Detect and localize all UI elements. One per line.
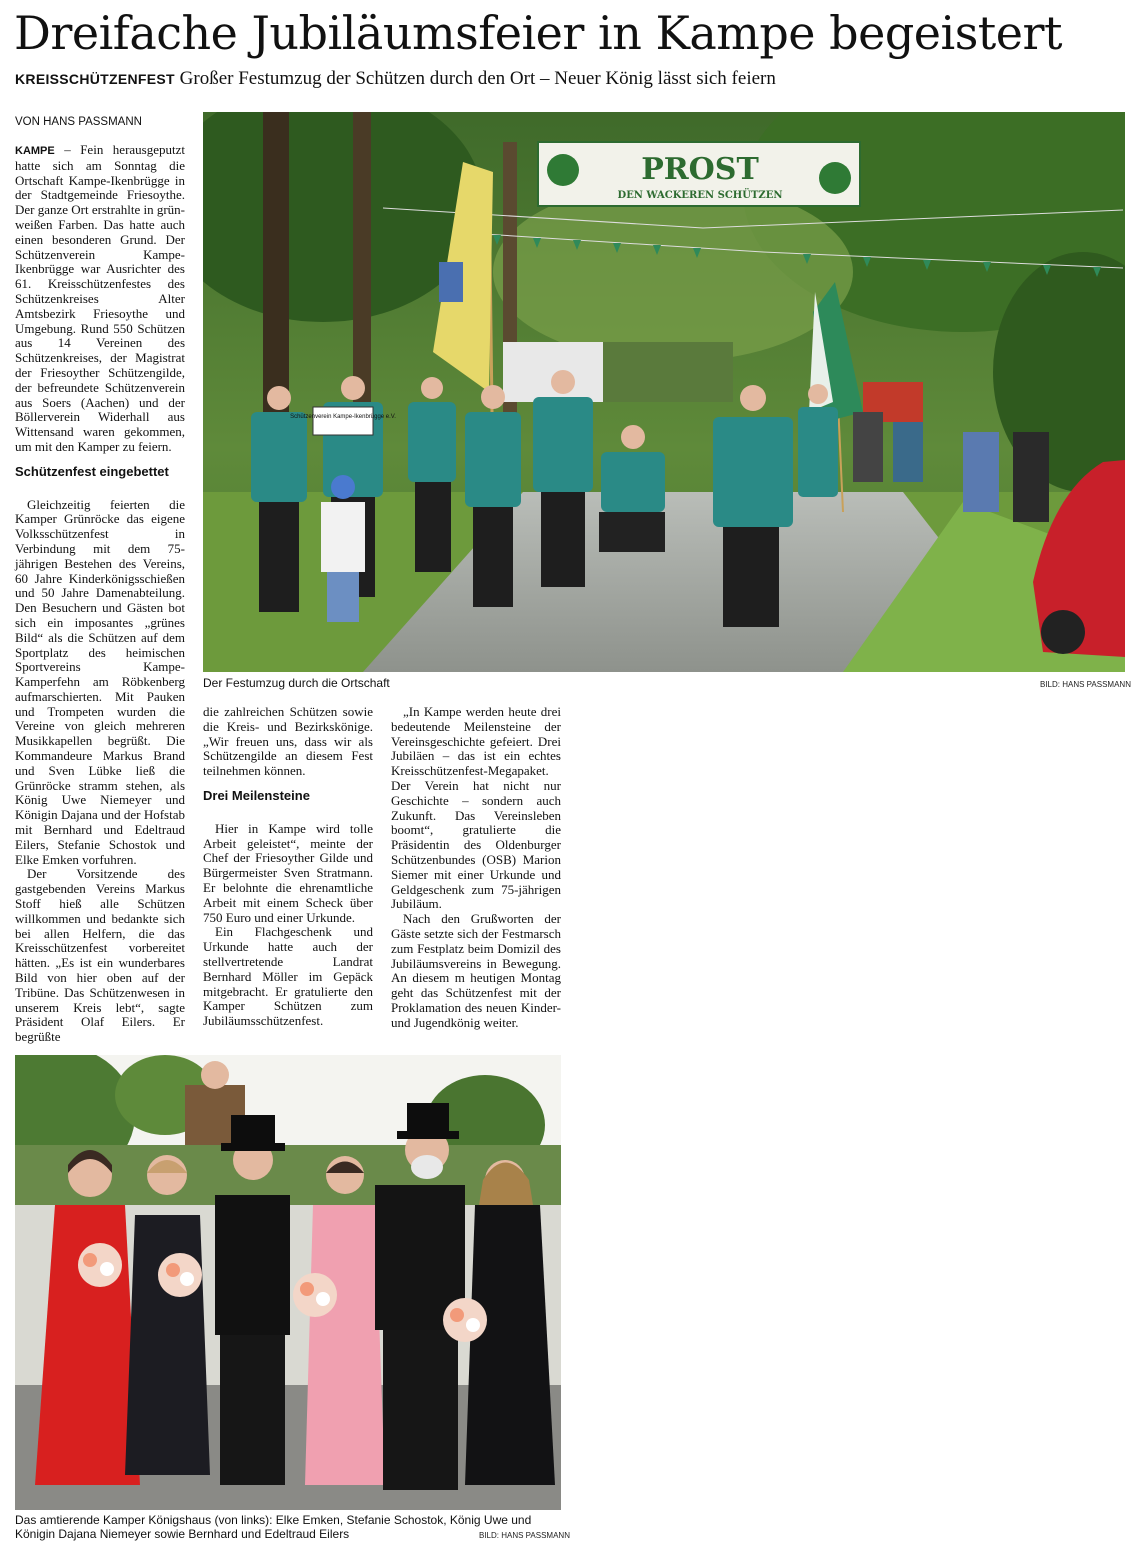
photo2-caption: Das amtierende Kamper Königshaus (von links): Elke Emken, Stefanie Schostok, König Uwe und Königin Dajana Niemeyer sowie Bernhard und Edeltraud Eilers [15, 1513, 532, 1541]
paragraph: „In Kampe werden heute drei bedeutende Meilensteine der Vereinsgeschichte gefeiert. Drei Jubiläen – das ist ein echtes Kreisschützenfest-Megapaket. Der Verein hat nicht nur Geschichte – sondern auch Zukunft. Das Vereinsleben boomt“, gratulierte die Präsidentin des Oldenburger Schützenbundes (OSB) Marion Siemer mit einer Urkunde und Geldgeschenk zum 75-jährigen Jubiläum. [391, 704, 561, 912]
paragraph: Gleichzeitig feierten die Kamper Grünröcke das eigene Volksschützenfest in Verbindung mit dem 75-jährigen Bestehen des Vereins, 60 Jahre Kinderkönigsschießen und 50 Jahre Damenabteilung. Den Besuchern und Gästen bot sich ein imposantes „grünes Bild“ als die Schützen auf dem Sportplatz des heimischen Sportvereins Kampe-Kamperfehn am Röbkenberg aufmarschierten. Mit Pauken und Trompeten wurden die Vereine von gleich mehreren Musikkapellen begrüßt. Die Kommandeure Markus Brand und Sven Lübke ließ die Grünröcke stramm stehen, als König Uwe Niemeyer und Königin Dajana und der Hofstab mit Bernhard und Edeltraud Eilers, Stefanie Schostok und Elke Emken vorfuhren. [15, 496, 185, 867]
royal-house-illustration [15, 1055, 561, 1510]
paragraph: Der Vorsitzende des gastgebenden Vereins Markus Stoff hieß alle Schützen willkommen und bedankte sich bei allen Helfern, die das Kreisschützenfest vorbereitet hätten. „Es ist ein wunderbares Bild von hier oben auf der Tribüne. Das Schützenwesen in unserem Kreis lebt“, sagte Präsident Olaf Eilers. Er begrüßte [15, 866, 185, 1045]
royal-house-photo [15, 1055, 561, 1510]
dateline: KAMPE [15, 145, 55, 157]
paragraph-text: – Fein herausgeputzt hatte sich am Sonntag die Ortschaft Kampe-Ikenbrügge in der Stadtgemeinde Friesoythe. Der ganze Ort erstrahlte in grün-weißen Farben. Das hatte auch einen besonderen Grund. Der Schützenverein Kampe-Ikenbrügge war Ausrichter des 61. Kreisschützenfestes des Schützenkreises Alter Amtsbezirk Friesoythe und Umgebung. Rund 550 Schützen aus 14 Vereinen des Schützenkreises, der Magistrat der Friesoyther Schützengilde, der befreundete Schützenverein aus Soers (Aachen) und der Böllerverein Widerhall aus Wittensand waren gekommen, um mit den Kamper zu feiern. [15, 142, 186, 454]
banner-title: PROST [641, 152, 759, 187]
paragraph [15, 143, 185, 455]
club-sign-text: Schützenverein Kampe-Ikenbrügge e.V. [290, 414, 396, 420]
parade-illustration [203, 112, 1125, 672]
photo1-caption: Der Festumzug durch die Ortschaft [203, 676, 390, 690]
kicker-label: KREISSCHÜTZENFEST [15, 71, 175, 87]
paragraph: Ein Flachgeschenk und Urkunde hatte auch der stellvertretende Landrat Bernhard Möller im Gepäck mitgebracht. Er gratulierte den Kamper Schützen zum Jubiläumsschützenfest. [203, 924, 373, 1029]
banner-subtitle: DEN WACKEREN SCHÜTZEN [617, 190, 783, 201]
subheading: Schützenfest eingebettet [15, 463, 169, 479]
byline: VON HANS PASSMANN [15, 116, 142, 128]
kicker-text: Großer Festumzug der Schützen durch den Ort – Neuer König lässt sich feiern [179, 68, 776, 89]
article-column-3 [391, 705, 561, 1031]
subheading: Drei Meilensteine [203, 787, 310, 803]
paragraph: die zahlreichen Schützen sowie die Kreis- und Bezirkskönige. „Wir freuen uns, dass wir als Schützengilde an diesem Fest teilnehmen können. [203, 704, 373, 779]
article-column-1 [15, 143, 185, 1045]
paragraph: Nach den Grußworten der Gäste setzte sich der Festmarsch zum Festplatz beim Domizil des Jubiläumsvereins in Bewegung. An diesem m heutigen Montag geht das Schützenfest mit der Proklamation des neuen Kinder- und Jugendkönig weiter. [391, 911, 561, 1030]
headline: Dreifache Jubiläumsfeier in Kampe begeistert [14, 6, 1062, 60]
article-column-2 [203, 705, 373, 1029]
photo2-credit: BILD: HANS PASSMANN [479, 1531, 570, 1540]
photo1-credit: BILD: HANS PASSMANN [1040, 680, 1131, 689]
paragraph: Hier in Kampe wird tolle Arbeit geleistet“, meinte der Chef der Friesoyther Gilde und Bürgermeister Sven Stratmann. Er belohnte die ehrenamtliche Arbeit mit einem Scheck über 750 Euro und einer Urkunde. [203, 820, 373, 925]
parade-photo [203, 112, 1125, 672]
kicker [15, 68, 776, 90]
